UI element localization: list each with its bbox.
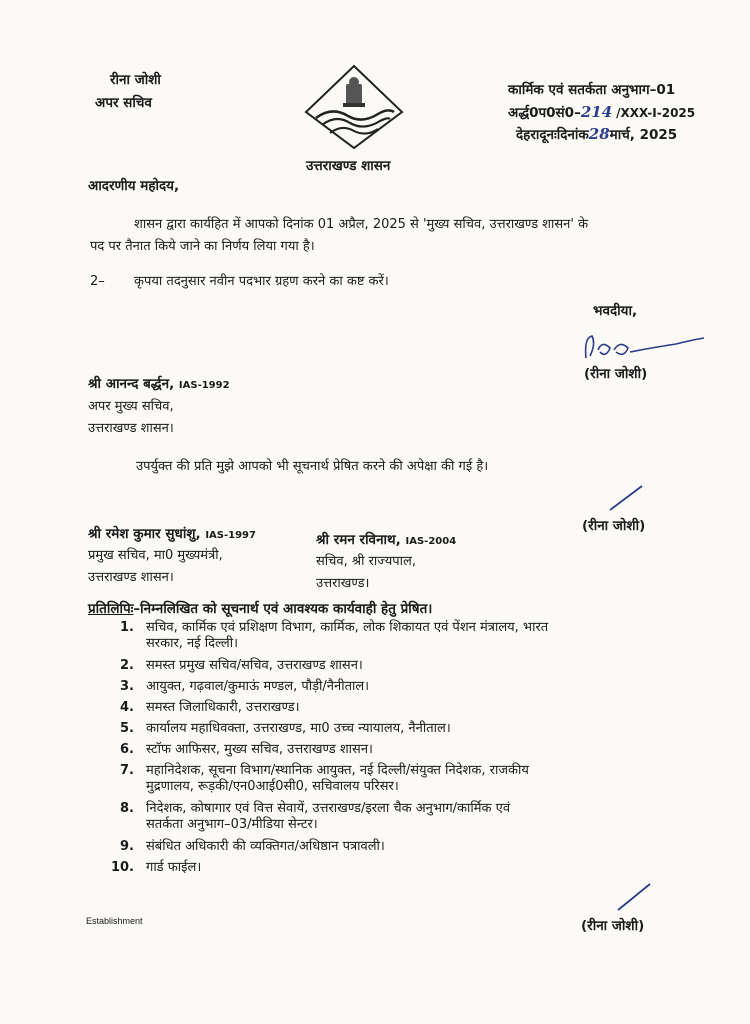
cc-left-name-text: श्री रमेश कुमार सुधांशु,: [88, 526, 201, 542]
body-para2-text: कृपया तदनुसार नवीन पदभार ग्रहण करने का कष्ट करें।: [134, 274, 389, 289]
list-item-number: 9.: [120, 839, 134, 854]
reference-number-prefix: अर्द्ध0प0सं0–: [508, 105, 581, 121]
list-item-line1: कार्यालय महाधिवक्ता, उत्तराखण्ड, मा0 उच्च न्यायालय, नैनीताल।: [146, 721, 451, 736]
valediction: भवदीया,: [593, 303, 638, 319]
cc-right-line3: उत्तराखण्ड।: [316, 576, 370, 591]
signature-scribble-3: [614, 880, 654, 914]
addressee-name: [88, 376, 230, 394]
footer-establishment: Establishment: [86, 916, 143, 926]
emblem-caption: उत्तराखण्ड शासन: [306, 158, 391, 174]
signature-scribble-1: [580, 328, 710, 364]
list-item-number: 10.: [110, 860, 134, 875]
list-item-number: 1.: [120, 620, 134, 635]
body-para1-line2: पद पर तैनात किये जाने का निर्णय लिया गया है।: [90, 239, 315, 254]
cc-left-name: [88, 526, 256, 544]
reference-number-suffix: /XXX-I-2025: [616, 106, 696, 120]
list-item: [108, 763, 529, 795]
list-item-line1: समस्त जिलाधिकारी, उत्तराखण्ड।: [146, 700, 300, 715]
distribution-heading-text: –निम्नलिखित को सूचनार्थ एवं आवश्यक कार्यवाही हेतु प्रेषित।: [133, 601, 433, 617]
list-item-number: 6.: [120, 742, 134, 757]
reference-date-prefix: देहरादूनःदिनांक: [516, 127, 589, 143]
reference-number-handwritten: 214: [580, 103, 613, 121]
signatory-3: (रीना जोशी): [581, 918, 645, 934]
list-item-line2: मुद्रणालय, रूड़की/एन0आई0सी0, सचिवालय परिसर।: [146, 779, 399, 794]
list-item-line1: महानिदेशक, सूचना विभाग/स्थानिक आयुक्त, नई दिल्ली/संयुक्त निदेशक, राजकीय: [146, 763, 529, 778]
cc-right-batch: IAS-2004: [405, 536, 457, 547]
cc-left-line2: प्रमुख सचिव, मा0 मुख्यमंत्री,: [88, 548, 223, 563]
cc-left-line3: उत्तराखण्ड शासन।: [88, 570, 174, 585]
reference-number: [508, 104, 695, 122]
signatory-1: (रीना जोशी): [584, 366, 648, 382]
list-item-line1: निदेशक, कोषागार एवं वित्त सेवायें, उत्तराखण्ड/इरला चैक अनुभाग/कार्मिक एवं: [146, 801, 511, 816]
list-item: [108, 700, 300, 716]
list-item: [108, 860, 201, 876]
sender-designation: अपर सचिव: [95, 95, 152, 111]
list-item-number: 3.: [120, 679, 134, 694]
list-item: [108, 679, 369, 695]
addressee-line3: उत्तराखण्ड शासन।: [88, 421, 174, 436]
distribution-heading: [88, 601, 432, 618]
addressee-name-text: श्री आनन्द बर्द्धन,: [88, 376, 175, 392]
list-item-line1: सचिव, कार्मिक एवं प्रशिक्षण विभाग, कार्मिक, लोक शिकायत एवं पेंशन मंत्रालय, भारत: [146, 620, 549, 635]
list-item: [108, 839, 385, 855]
list-item: [108, 620, 548, 652]
list-item-number: 4.: [120, 700, 134, 715]
list-item-number: 5.: [120, 721, 134, 736]
list-item-line1: स्टॉफ आफिसर, मुख्य सचिव, उत्तराखण्ड शासन।: [146, 742, 373, 757]
list-item: [108, 658, 363, 674]
list-item: [108, 801, 510, 833]
distribution-heading-label: प्रतिलिपिः: [88, 601, 134, 617]
list-item-number: 7.: [120, 763, 134, 778]
addressee-line2: अपर मुख्य सचिव,: [88, 399, 174, 414]
list-item-line1: गार्ड फाईल।: [146, 860, 202, 875]
list-item-line1: संबंधित अधिकारी की व्यक्तिगत/अधिष्ठान पत्रावली।: [146, 839, 385, 854]
list-item: [108, 742, 373, 758]
cc-right-name: [316, 532, 456, 550]
list-item-line2: सरकार, नई दिल्ली।: [146, 636, 239, 651]
body-para2-number: 2–: [90, 274, 105, 289]
cc-right-name-text: श्री रमन रविनाथ,: [316, 532, 401, 548]
list-item: [108, 721, 451, 737]
list-item-number: 8.: [120, 801, 134, 816]
list-item-line1: समस्त प्रमुख सचिव/सचिव, उत्तराखण्ड शासन।: [146, 658, 363, 673]
reference-department: कार्मिक एवं सतर्कता अनुभाग–01: [508, 82, 676, 98]
uttarakhand-emblem-icon: [302, 62, 406, 152]
addressee-batch: IAS-1992: [178, 380, 230, 391]
reference-date-suffix: मार्च, 2025: [609, 127, 678, 143]
cc-left-batch: IAS-1997: [205, 530, 256, 541]
reference-date: [516, 126, 677, 144]
cc-right-line2: सचिव, श्री राज्यपाल,: [316, 554, 416, 569]
signatory-2: (रीना जोशी): [582, 518, 646, 534]
signature-scribble-2: [606, 482, 646, 512]
list-item-line1: आयुक्त, गढ़वाल/कुमाऊं मण्डल, पौड़ी/नैनीताल।: [146, 679, 370, 694]
list-item-line2: सतर्कता अनुभाग–03/मीडिया सेन्टर।: [146, 817, 318, 832]
sender-name: रीना जोशी: [110, 72, 161, 88]
salutation: आदरणीय महोदय,: [88, 178, 180, 194]
reference-date-handwritten: 28: [588, 125, 610, 143]
copy-note: उपर्युक्त की प्रति मुझे आपको भी सूचनार्थ प्रेषित करने की अपेक्षा की गई है।: [136, 459, 489, 474]
list-item-number: 2.: [120, 658, 134, 673]
body-para1-line1: शासन द्वारा कार्यहित में आपको दिनांक 01 अप्रैल, 2025 से 'मुख्य सचिव, उत्तराखण्ड शासन' के: [134, 217, 589, 232]
